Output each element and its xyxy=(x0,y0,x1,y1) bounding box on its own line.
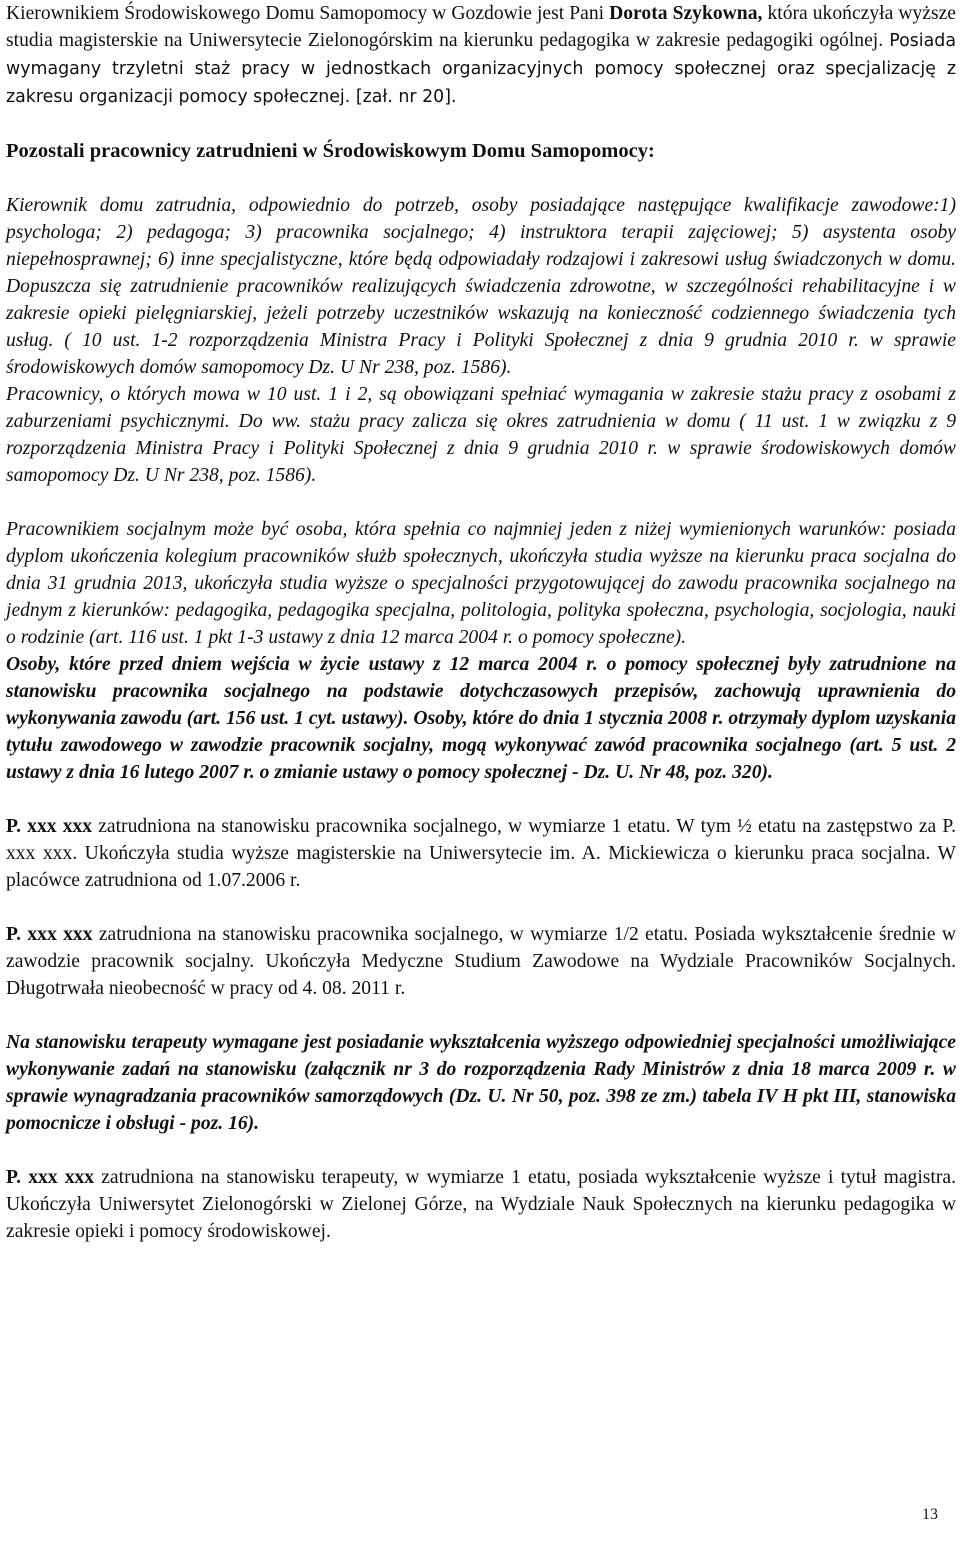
therapist-paragraph xyxy=(6,1164,956,1245)
document-page xyxy=(6,0,956,1245)
staff-text: zatrudniona na stanowisku pracownika socjalnego, w wymiarze 1 etatu. W tym ½ etatu na zastępstwo za P. xxx xxx. Ukończyła studia wyższe magisterskie na Uniwersytecie im. A. Mickiewicza o kierunku praca socjalna. W placówce zatrudniona od 1.07.2006 r. xyxy=(6,816,956,891)
social-worker-paragraph-1: Pracownikiem socjalnym może być osoba, która spełnia co najmniej jeden z niżej wymienionych warunków: posiada dyplom ukończenia kolegium pracowników służb społecznych, ukończyła studia wyższe na kierunku praca socjalna do dnia 31 grudnia 2013, ukończyła studia wyższe o specjalności przygotowującej do zawodu pracownika socjalnego na jednym z kierunków: pedagogika, pedagogika specjalna, politologia, polityka społeczna, psychologia, socjologia, nauki o rodzinie (art. 116 ust. 1 pkt 1-3 ustawy z dnia 12 marca 2004 r. o pomocy społeczne). xyxy=(6,519,956,648)
section-heading: Pozostali pracownicy zatrudnieni w Środowiskowym Domu Samopomocy: xyxy=(6,140,655,162)
staff-text: zatrudniona na stanowisku terapeuty, w wymiarze 1 etatu, posiada wykształcenie wyższe i tytuł magistra. Ukończyła Uniwersytet Zielonogórski w Zielonej Górze, na Wydziale Nauk Społecznych na kierunku pedagogika w zakresie opieki i pomocy środowiskowej. xyxy=(6,1167,956,1242)
staff-name: P. xxx xxx xyxy=(6,1167,95,1188)
spacer xyxy=(6,1002,956,1029)
staff-text: zatrudniona na stanowisku pracownika socjalnego, w wymiarze 1/2 etatu. Posiada wykształcenie średnie w zawodzie pracownik socjalny. Ukończyła Medyczne Studium Zawodowe na Wydziale Pracowników Socjalnych. Długotrwała nieobecność w pracy od 4. 08. 2011 r. xyxy=(6,924,956,999)
spacer xyxy=(6,786,956,813)
qualifications-normal: Dopuszcza się zatrudnienie pracowników realizujących świadczenia zdrowotne, w szczególności rehabilitacyjne i w zakresie opieki pielęgniarskiej, jeżeli potrzeby uczestników wskazują na konieczność codziennego świadczenia tych usług. ( 10 ust. 1-2 rozporządzenia Ministra Pracy i Polityki Społecznej z dnia 9 grudnia 2010 r. w sprawie środowiskowych domów samopomocy Dz. U Nr 238, poz. 1586). xyxy=(6,276,956,378)
spacer xyxy=(6,111,956,138)
spacer xyxy=(6,894,956,921)
social-worker-paragraph-2: Osoby, które przed dniem wejścia w życie ustawy z 12 marca 2004 r. o pomocy społecznej były zatrudnione na stanowisku pracownika socjalnego na podstawie dotychczasowych przepisów, zachowują uprawnienia do wykonywania zawodu (art. 156 ust. 1 cyt. ustawy). Osoby, które do dnia 1 stycznia 2008 r. otrzymały dyplom uzyskania tytułu zawodowego w zawodzie pracownik socjalny, mogą wykonywać zawód pracownika socjalnego (art. 5 ust. 2 ustawy z dnia 16 lutego 2007 r. o zmianie ustawy o pomocy społecznej - Dz. U. Nr 48, poz. 320). xyxy=(6,654,956,783)
spacer xyxy=(6,489,956,516)
intro-paragraph xyxy=(6,0,956,111)
staff-name: P. xxx xxx xyxy=(6,924,93,945)
therapist-requirement: Na stanowisku terapeuty wymagane jest posiadanie wykształcenia wyższego odpowiedniej specjalności umożliwiające wykonywanie zadań na stanowisku (załącznik nr 3 do rozporządzenia Rady Ministrów z dnia 18 marca 2009 r. w sprawie wynagradzania pracowników samorządowych (Dz. U. Nr 50, poz. 398 ze zm.) tabela IV H pkt III, stanowiska pomocnicze i obsługi - poz. 16). xyxy=(6,1032,956,1134)
staff-name: P. xxx xxx xyxy=(6,816,93,837)
qualifications-italic: Kierownik domu zatrudnia, odpowiednio do potrzeb, osoby posiadające następujące kwalifikacje zawodowe:1) psychologa; 2) pedagoga; 3) pracownika socjalnego; 4) instruktora terapii zajęciowej; 5) asystenta osoby niepełnosprawnej; 6) inne specjalistyczne, które będą odpowiadały rodzajowi i zakresowi usług świadczonych w domu. xyxy=(6,195,956,270)
intro-text-c: Posiada wymagany trzyletni staż pracy w jednostkach organizacyjnych pomocy społecznej oraz specjalizację z zakresu organizacji pomocy społecznej. [zał. nr 20]. xyxy=(6,31,956,107)
staz-paragraph: Pracownicy, o których mowa w 10 ust. 1 i 2, są obowiązani spełniać wymagania w zakresie stażu pracy z osobami z zaburzeniami psychicznymi. Do ww. stażu pracy zalicza się okres zatrudnienia w domu ( 11 ust. 1 w związku z 9 rozporządzenia Ministra Pracy i Polityki Społecznej z dnia 9 grudnia 2010 r. w sprawie środowiskowych domów samopomocy Dz. U Nr 238, poz. 1586). xyxy=(6,384,956,486)
staff-paragraph-1 xyxy=(6,813,956,894)
qualifications-paragraph xyxy=(6,192,956,381)
staff-paragraph-2 xyxy=(6,921,956,1002)
intro-text-b: która ukończyła wyższe studia magisterskie na Uniwersytecie Zielonogórskim na kierunku pedagogika w zakresie pedagogiki ogólnej. xyxy=(6,3,956,51)
page-number: 13 xyxy=(922,1506,938,1523)
manager-name: Dorota Szykowna, xyxy=(609,3,763,24)
spacer xyxy=(6,1137,956,1164)
spacer xyxy=(6,165,956,192)
intro-text-a: Kierownikiem Środowiskowego Domu Samopomocy w Gozdowie jest Pani xyxy=(6,3,610,24)
